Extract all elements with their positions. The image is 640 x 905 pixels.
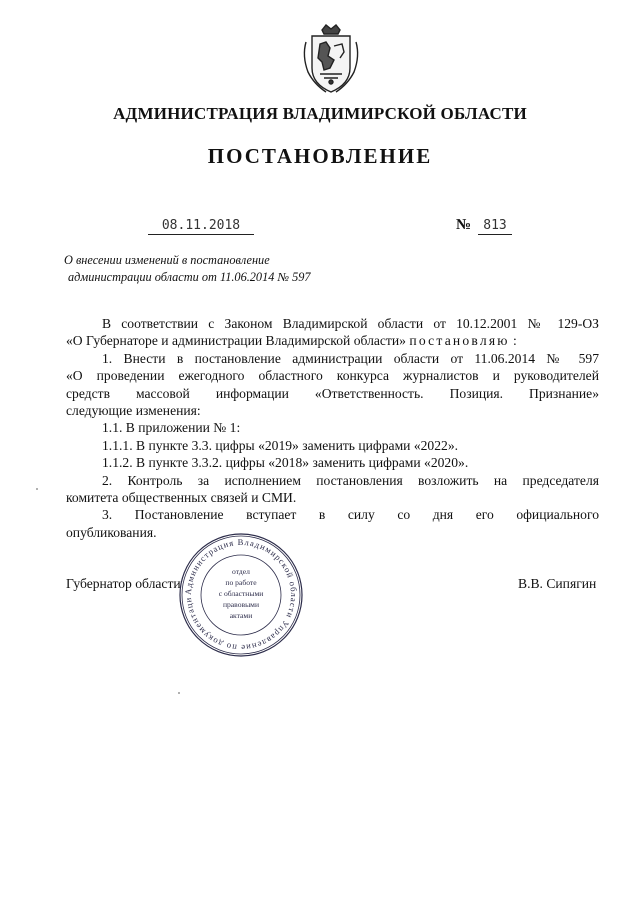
document-number: 813 xyxy=(478,218,512,235)
subject-line-1: О внесении изменений в постановление xyxy=(64,253,270,267)
subject-line-2: администрации области от 11.06.2014 № 597 xyxy=(68,270,311,284)
scan-speck xyxy=(36,488,38,490)
coat-of-arms-emblem xyxy=(300,22,362,98)
scan-speck xyxy=(178,692,180,694)
number-sign: № xyxy=(456,217,472,233)
signatory-name: В.В. Сипягин xyxy=(518,576,597,591)
organization-title: АДМИНИСТРАЦИЯ ВЛАДИМИРСКОЙ ОБЛАСТИ xyxy=(113,104,527,123)
body-item-1-line-1: 1. Внести в постановление администрации области от 11.06.2014 № 597 xyxy=(102,350,599,366)
body-item-1-1: 1.1. В приложении № 1: xyxy=(102,420,241,436)
stamp-line-1: отдел xyxy=(232,567,250,576)
body-intro-line-2 xyxy=(66,332,599,349)
stamp-line-2: по работе xyxy=(225,578,257,587)
document-type-title: ПОСТАНОВЛЕНИЕ xyxy=(207,144,433,168)
body-resolve-word: постановляю xyxy=(409,333,510,349)
body-item-1-line-2: «О проведении ежегодного областного конкурса журналистов и руководителей xyxy=(66,368,599,384)
document-date: 08.11.2018 xyxy=(148,218,254,235)
body-item-1-line-3: средств массовой информации «Ответственность. Позиция. Признание» xyxy=(66,385,599,401)
document-subject xyxy=(64,252,311,286)
body-item-2-line-2: комитета общественных связей и СМИ. xyxy=(66,489,297,505)
official-stamp xyxy=(178,532,304,658)
document-body xyxy=(66,315,599,541)
body-intro-colon: : xyxy=(513,333,517,349)
body-intro-line-1: В соответствии с Законом Владимирской области от 10.12.2001 № 129-ОЗ xyxy=(102,316,599,331)
body-item-3-line-1: 3. Постановление вступает в силу со дня его официального xyxy=(102,507,599,523)
stamp-line-4: правовыми xyxy=(222,600,260,609)
body-item-1-1-1: 1.1.1. В пункте 3.3. цифры «2019» заменить цифрами «2022». xyxy=(102,437,459,453)
stamp-line-5: актами xyxy=(229,611,253,620)
body-item-1-1-2: 1.1.2. В пункте 3.3.2. цифры «2018» заменить цифрами «2020». xyxy=(102,455,469,471)
stamp-ring-text: Администрация Владимирской области Управление по документаци xyxy=(182,536,300,654)
body-intro-line-2a: «О Губернаторе и администрации Владимирской области» xyxy=(66,333,406,349)
body-item-2-line-1: 2. Контроль за исполнением постановления возложить на председателя xyxy=(102,472,599,488)
stamp-line-3: с областными xyxy=(218,589,264,598)
body-item-1-line-4: следующие изменения: xyxy=(66,402,201,418)
body-item-3-line-2: опубликования. xyxy=(66,524,157,540)
signatory-position: Губернатор области xyxy=(66,576,181,591)
